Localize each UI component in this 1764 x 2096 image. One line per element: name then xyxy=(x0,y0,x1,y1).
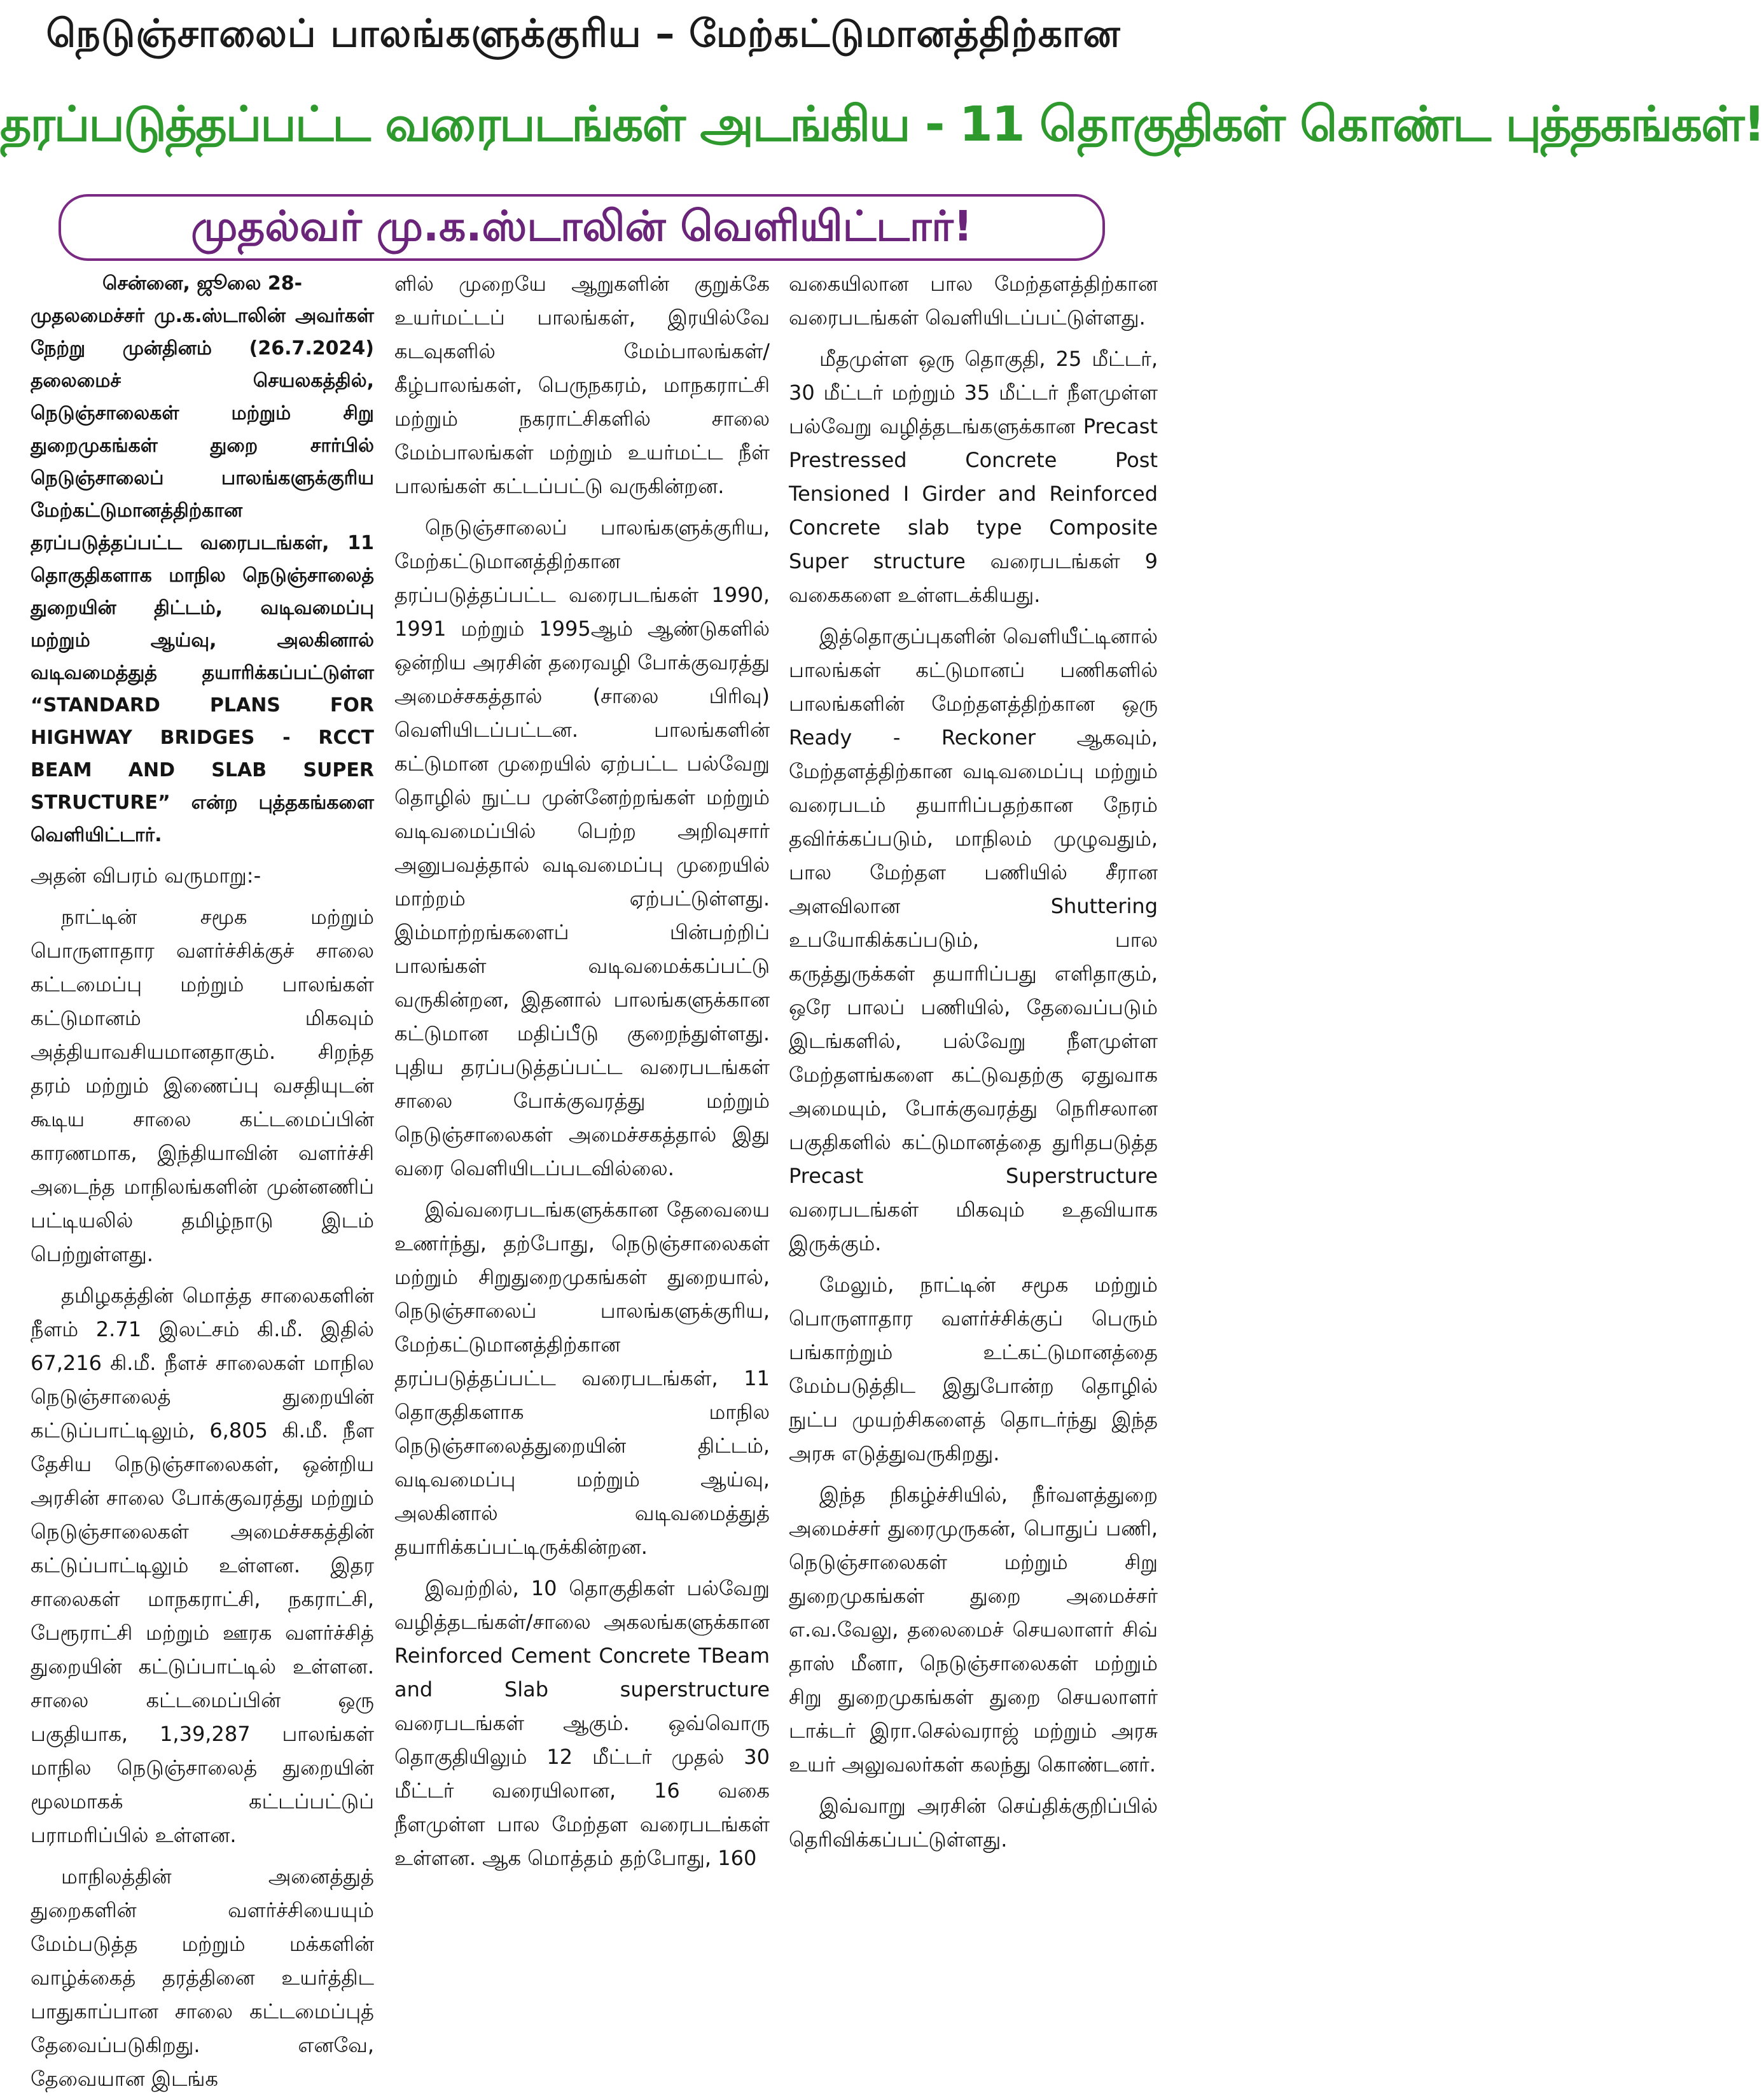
article-dateline: சென்னை, ஜூலை 28- xyxy=(102,272,303,295)
paragraph: இத்தொகுப்புகளின் வெளியீட்டினால் பாலங்கள் கட்டுமானப் பணிகளில் பாலங்களின் மேற்தளத்திற்கான ஒரு Ready - Reckoner ஆகவும், மேற்தளத்திற்கான வடிவமைப்பு மற்றும் வரைபடம் தயாரிப்பதற்கான நேரம் தவிர்க்கப்படும், மாநிலம் முழுவதும், பால மேற்தள பணியில் சீரான அளவிலான Shuttering உபயோகிக்கப்படும், பால கருத்துருக்கள் தயாரிப்பது எளிதாகும், ஒரே பாலப் பணியில், தேவைப்படும் இடங்களில், பல்வேறு நீளமுள்ள மேற்தளங்களை கட்டுவதற்கு ஏதுவாக அமையும், போக்குவரத்து நெரிசலான பகுதிகளில் கட்டுமானத்தை துரிதபடுத்த Precast Superstructure வரைபடங்கள் மிகவும் உதவியாக இருக்கும். xyxy=(789,624,1158,1255)
paragraph: இவ்வாறு அரசின் செய்திக்குறிப்பில் தெரிவிக்கப்பட்டுள்ளது. xyxy=(789,1794,1158,1852)
paragraph: மாநிலத்தின் அனைத்துத் துறைகளின் வளர்ச்சியையும் மேம்படுத்த மற்றும் மக்களின் வாழ்க்கைத் தரத்தினை உயர்த்திட பாதுகாப்பான சாலை கட்டமைப்புத் தேவைப்படுகிறது. எனவே, தேவையான இடங்க xyxy=(31,1864,374,2091)
headline-banner xyxy=(59,194,1105,261)
paragraph: நாட்டின் சமூக மற்றும் பொருளாதார வளர்ச்சிக்குச் சாலை கட்டமைப்பு மற்றும் பாலங்கள் கட்டுமானம் மிகவும் அத்தியாவசியமானதாகும். சிறந்த தரம் மற்றும் இணைப்பு வசதியுடன் கூடிய சாலை கட்டமைப்பின் காரணமாக, இந்தியாவின் வளர்ச்சி அடைந்த மாநிலங்களின் முன்னணிப் பட்டியலில் தமிழ்நாடு இடம் பெற்றுள்ளது. xyxy=(31,905,374,1266)
paragraph: இந்த நிகழ்ச்சியில், நீர்வளத்துறை அமைச்சர் துரைமுருகன், பொதுப் பணி, நெடுஞ்சாலைகள் மற்றும் சிறு துறைமுகங்கள் துறை அமைச்சர் எ.வ.வேலு, தலைமைச் செயலாளர் சிவ் தாஸ் மீனா, நெடுஞ்சாலைகள் மற்றும் சிறு துறைமுகங்கள் துறை செயலாளர் டாக்டர் இரா.செல்வராஜ் மற்றும் அரசு உயர் அலுவலர்கள் கலந்து கொண்டனர். xyxy=(789,1483,1158,1777)
article-column-2 xyxy=(394,267,770,1871)
paragraph: அதன் விபரம் வருமாறு:- xyxy=(31,863,261,888)
paragraph: தமிழகத்தின் மொத்த சாலைகளின் நீளம் 2.71 இலட்சம் கி.மீ. இதில் 67,216 கி.மீ. நீளச் சாலைகள் மாநில நெடுஞ்சாலைத் துறையின் கட்டுப்பாட்டிலும், 6,805 கி.மீ. நீள தேசிய நெடுஞ்சாலைகள், ஒன்றிய அரசின் சாலை போக்குவரத்து மற்றும் நெடுஞ்சாலைகள் அமைச்சகத்தின் கட்டுப்பாட்டிலும் உள்ளன. இதர சாலைகள் மாநகராட்சி, நகராட்சி, பேரூராட்சி மற்றும் ஊரக வளர்ச்சித் துறையின் கட்டுப்பாட்டில் உள்ளன. சாலை கட்டமைப்பின் ஒரு பகுதியாக, 1,39,287 பாலங்கள் மாநில நெடுஞ்சாலைத் துறையின் மூலமாகக் கட்டப்பட்டுப் பராமரிப்பில் உள்ளன. xyxy=(31,1283,374,1847)
paragraph: நெடுஞ்சாலைப் பாலங்களுக்குரிய, மேற்கட்டுமானத்திற்கான தரப்படுத்தப்பட்ட வரைபடங்கள் 1990, 1991 மற்றும் 1995ஆம் ஆண்டுகளில் ஒன்றிய அரசின் தரைவழி போக்குவரத்து அமைச்சகத்தால் (சாலை பிரிவு) வெளியிடப்பட்டன. பாலங்களின் கட்டுமான முறையில் ஏற்பட்ட பல்வேறு தொழில் நுட்ப முன்னேற்றங்கள் மற்றும் வடிவமைப்பில் பெற்ற அறிவுசார் அனுபவத்தால் வடிவமைப்பு முறையில் மாற்றம் ஏற்பட்டுள்ளது. இம்மாற்றங்களைப் பின்பற்றிப் பாலங்கள் வடிவமைக்கப்பட்டு வருகின்றன, இதனால் பாலங்களுக்கான கட்டுமான மதிப்பீடு குறைந்துள்ளது. புதிய தரப்படுத்தப்பட்ட வரைபடங்கள் சாலை போக்குவரத்து மற்றும் நெடுஞ்சாலைகள் அமைச்சகத்தால் இது வரை வெளியிடப்படவில்லை. xyxy=(394,515,770,1180)
headline-line-2: தரப்படுத்தப்பட்ட வரைபடங்கள் அடங்கிய - 11 தொகுதிகள் கொண்ட புத்தகங்கள்! xyxy=(0,95,1764,152)
headline-line-1: நெடுஞ்சாலைப் பாலங்களுக்குரிய – மேற்கட்டுமானத்திற்கான xyxy=(46,11,1121,56)
paragraph: வகையிலான பால மேற்தளத்திற்கான வரைபடங்கள் வெளியிடப்பட்டுள்ளது. xyxy=(789,272,1158,330)
paragraph: இவற்றில், 10 தொகுதிகள் பல்வேறு வழித்தடங்கள்/சாலை அகலங்களுக்கான Reinforced Cement Concrete TBeam and Slab superstructure வரைபடங்கள் ஆகும். ஒவ்வொரு தொகுதியிலும் 12 மீட்டர் முதல் 30 மீட்டர் வரையிலான, 16 வகை நீளமுள்ள பால மேற்தள வரைபடங்கள் உள்ளன. ஆக மொத்தம் தற்போது, 160 xyxy=(394,1576,770,1870)
article-lead xyxy=(31,267,374,851)
article-column-1 xyxy=(31,267,374,2091)
article-lead-text: முதலமைச்சர் மு.க.ஸ்டாலின் அவர்கள் நேற்று முன்தினம் (26.7.2024) தலைமைச் செயலகத்தில், நெடுஞ்சாலைகள் மற்றும் சிறு துறைமுகங்கள் துறை சார்பில் நெடுஞ்சாலைப் பாலங்களுக்குரிய மேற்கட்டுமானத்திற்கான தரப்படுத்தப்பட்ட வரைபடங்கள், 11 தொகுதிகளாக மாநில நெடுஞ்சாலைத் துறையின் திட்டம், வடிவமைப்பு மற்றும் ஆய்வு, அலகினால் வடிவமைத்துத் தயாரிக்கப்பட்டுள்ள “STANDARD PLANS FOR HIGHWAY BRIDGES - RCCT BEAM AND SLAB SUPER STRUCTURE” என்ற புத்தகங்களை வெளியிட்டார். xyxy=(31,305,374,846)
paragraph: இவ்வரைபடங்களுக்கான தேவையை உணர்ந்து, தற்போது, நெடுஞ்சாலைகள் மற்றும் சிறுதுறைமுகங்கள் துறையால், நெடுஞ்சாலைப் பாலங்களுக்குரிய, மேற்கட்டுமானத்திற்கான தரப்படுத்தப்பட்ட வரைபடங்கள், 11 தொகுதிகளாக மாநில நெடுஞ்சாலைத்துறையின் திட்டம், வடிவமைப்பு மற்றும் ஆய்வு, அலகினால் வடிவமைத்துத் தயாரிக்கப்பட்டிருக்கின்றன. xyxy=(394,1198,770,1559)
paragraph: மேலும், நாட்டின் சமூக மற்றும் பொருளாதார வளர்ச்சிக்குப் பெரும் பங்காற்றும் உட்கட்டுமானத்தை மேம்படுத்திட இதுபோன்ற தொழில் நுட்ப முயற்சிகளைத் தொடர்ந்து இந்த அரசு எடுத்துவருகிறது. xyxy=(789,1273,1158,1465)
paragraph: ளில் முறையே ஆறுகளின் குறுக்கே உயர்மட்டப் பாலங்கள், இரயில்வே கடவுகளில் மேம்பாலங்கள்/ கீழ்பாலங்கள், பெருநகரம், மாநகராட்சி மற்றும் நகராட்சிகளில் சாலை மேம்பாலங்கள் மற்றும் உயர்மட்ட நீள் பாலங்கள் கட்டப்பட்டு வருகின்றன. xyxy=(394,272,770,498)
article-column-3 xyxy=(789,267,1158,1871)
banner-text: முதல்வர் மு.க.ஸ்டாலின் வெளியிட்டார்! xyxy=(191,202,973,251)
paragraph: மீதமுள்ள ஒரு தொகுதி, 25 மீட்டர், 30 மீட்டர் மற்றும் 35 மீட்டர் நீளமுள்ள பல்வேறு வழித்தடங்களுக்கான Precast Prestressed Concrete Post Tensioned I Girder and Reinforced Concrete slab type Composite Super structure வரைபடங்கள் 9 வகைகளை உள்ளடக்கியது. xyxy=(789,347,1158,607)
